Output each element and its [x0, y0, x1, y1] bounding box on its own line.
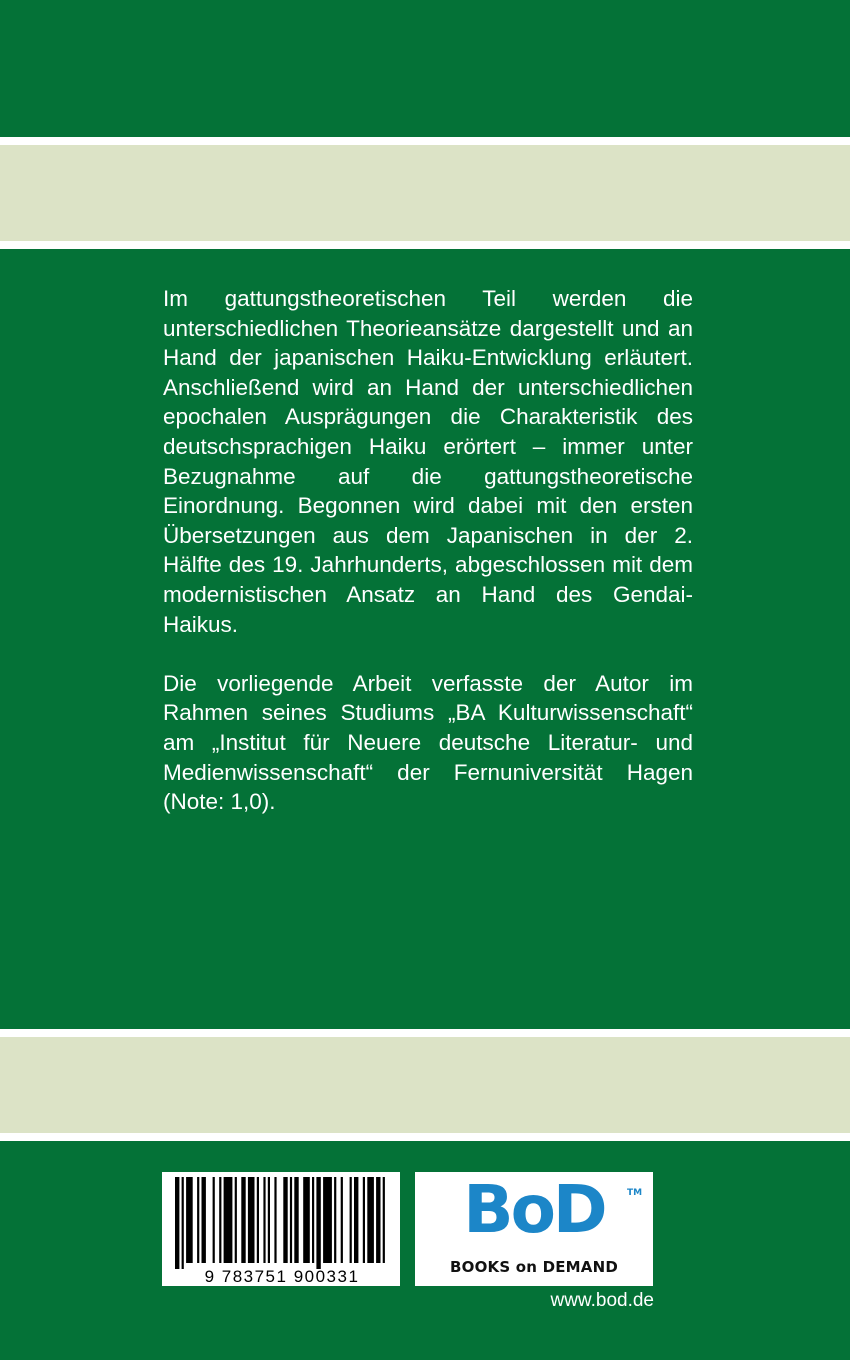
- isbn-digits: 9 783751 900331: [204, 1267, 360, 1286]
- blurb-paragraph-2: Die vorliegende Arbeit verfasste der Autor im Rahmen seines Studiums „BA Kulturwissenschaft“ am „Institut für Neuere deutsche Literatur- und Medienwissenschaft“ der Fernuniversität Hagen (Note: 1,0).: [163, 670, 693, 815]
- top-band: [0, 145, 850, 241]
- barcode-bar: [350, 1177, 352, 1263]
- barcode-bar: [224, 1177, 233, 1263]
- bod-logo-wordmark: BoD: [463, 1171, 605, 1248]
- barcode-bar: [334, 1177, 336, 1263]
- barcode-bar: [294, 1177, 298, 1263]
- barcode-bar: [383, 1177, 385, 1263]
- barcode-bar: [241, 1177, 245, 1263]
- barcode-bar: [248, 1177, 255, 1263]
- bottom-band: [0, 1037, 850, 1133]
- barcode-bar: [316, 1177, 320, 1269]
- barcode-bar: [274, 1177, 276, 1263]
- barcode-graphic: [163, 1173, 401, 1287]
- barcode-bar: [376, 1177, 380, 1263]
- barcode-bar: [290, 1177, 292, 1263]
- barcode-bar: [268, 1177, 270, 1263]
- barcode-bar: [202, 1177, 206, 1263]
- barcode-bar: [341, 1177, 343, 1263]
- barcode-bar: [213, 1177, 215, 1263]
- barcode-bar: [197, 1177, 199, 1263]
- barcode-bar: [312, 1177, 314, 1263]
- isbn-barcode: [162, 1172, 400, 1286]
- barcode-bar: [263, 1177, 265, 1263]
- barcode-bar: [367, 1177, 374, 1263]
- back-cover-blurb: [163, 284, 693, 817]
- barcode-bar: [219, 1177, 221, 1263]
- trademark-mark: TM: [627, 1188, 643, 1198]
- bod-tagline: BOOKS on DEMAND: [449, 1258, 619, 1276]
- barcode-bar: [235, 1177, 237, 1263]
- barcode-bar: [257, 1177, 259, 1263]
- barcode-bar: [354, 1177, 358, 1263]
- barcode-bar: [323, 1177, 332, 1263]
- barcode-bar: [175, 1177, 179, 1269]
- bod-logo: [415, 1172, 653, 1286]
- barcode-bar: [363, 1177, 365, 1263]
- barcode-bar: [182, 1177, 184, 1269]
- barcode-bar: [303, 1177, 310, 1263]
- barcode-bar: [186, 1177, 193, 1263]
- blurb-paragraph-1: Im gattungstheoretischen Teil werden die unterschiedlichen Theorieansätze dargestellt und an Hand der japanischen Haiku-Entwicklung erläutert. Anschließend wird an Hand der unterschiedlichen epochalen Ausprägungen die Charakteristik des deutschsprachigen Haiku erörtert – immer unter Bezugnahme auf die gattungstheoretische Einordnung. Begonnen wird dabei mit den ersten Übersetzungen aus dem Japanischen in der 2. Hälfte des 19. Jahrhunderts, abgeschlossen mit dem modernistischen Ansatz an Hand des Gendai-Haikus.: [163, 286, 693, 637]
- publisher-url: www.bod.de: [550, 1290, 654, 1311]
- barcode-bar: [283, 1177, 287, 1263]
